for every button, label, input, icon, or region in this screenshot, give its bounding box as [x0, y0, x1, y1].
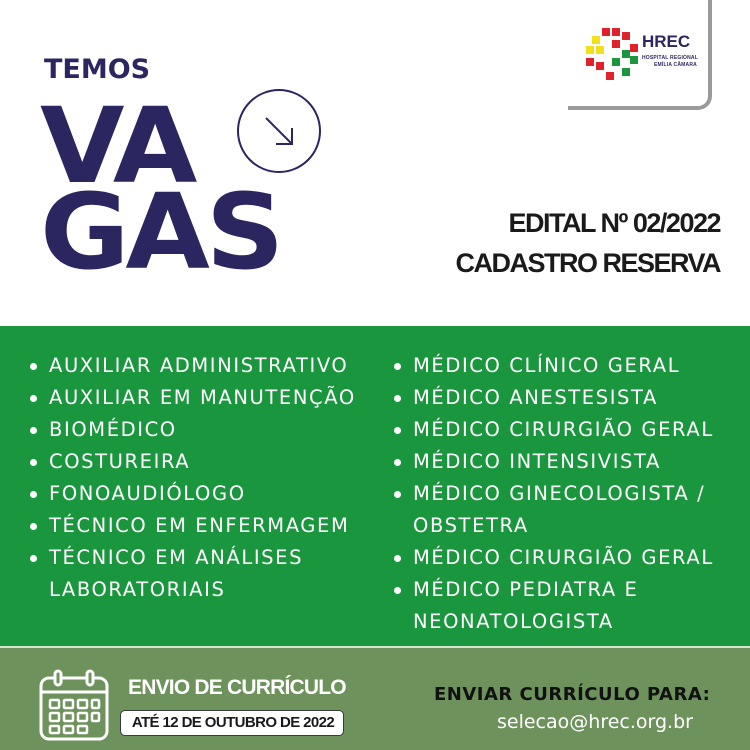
temos-heading: TEMOS — [44, 54, 151, 85]
email-link[interactable]: selecao@hrec.org.br — [497, 711, 693, 733]
deadline-badge — [120, 710, 344, 736]
list-item: COSTUREIRA — [30, 446, 356, 478]
envio-title: ENVIO DE CURRÍCULO — [128, 676, 346, 699]
footer-divider — [0, 646, 750, 648]
calendar-icon — [38, 668, 110, 742]
list-item: MÉDICO CLÍNICO GERAL — [394, 350, 714, 382]
positions-section — [0, 326, 750, 646]
list-item: AUXILIAR EM MANUTENÇÃO — [30, 382, 356, 414]
list-item: MÉDICO GINECOLOGISTA / OBSTETRA — [394, 478, 714, 542]
list-item: MÉDICO CIRURGIÃO GERAL — [394, 542, 714, 574]
list-item: TÉCNICO EM ENFERMAGEM — [30, 510, 356, 542]
edital-number: EDITAL Nº 02/2022 — [508, 208, 720, 238]
vagas-heading-part2: GAS — [40, 171, 281, 293]
vagas-heading-part1: VA — [40, 85, 194, 207]
deadline-text: ATÉ 12 DE OUTUBRO DE 2022 — [131, 714, 335, 731]
edital-type: CADASTRO RESERVA — [455, 248, 720, 278]
positions-list-right — [394, 350, 714, 638]
arrow-down-right-icon — [236, 88, 322, 174]
list-item: BIOMÉDICO — [30, 414, 356, 446]
list-item: MÉDICO CIRURGIÃO GERAL — [394, 414, 714, 446]
logo-title: HREC — [642, 32, 691, 51]
list-item: AUXILIAR ADMINISTRATIVO — [30, 350, 356, 382]
positions-list-left — [30, 350, 356, 606]
list-item: MÉDICO PEDIATRA E NEONATOLOGISTA — [394, 574, 714, 638]
list-item: MÉDICO ANESTESISTA — [394, 382, 714, 414]
header-section — [0, 0, 750, 326]
logo-subtitle-line2: EMÍLIA CÂMARA — [654, 62, 697, 68]
logo-subtitle-line1: HOSPITAL REGIONAL — [642, 55, 698, 61]
list-item: FONOAUDIÓLOGO — [30, 478, 356, 510]
send-to-label: ENVIAR CURRÍCULO PARA: — [434, 684, 711, 705]
list-item: MÉDICO INTENSIVISTA — [394, 446, 714, 478]
list-item: TÉCNICO EM ANÁLISES LABORATORIAIS — [30, 542, 356, 606]
hrec-logo-icon — [586, 28, 638, 80]
